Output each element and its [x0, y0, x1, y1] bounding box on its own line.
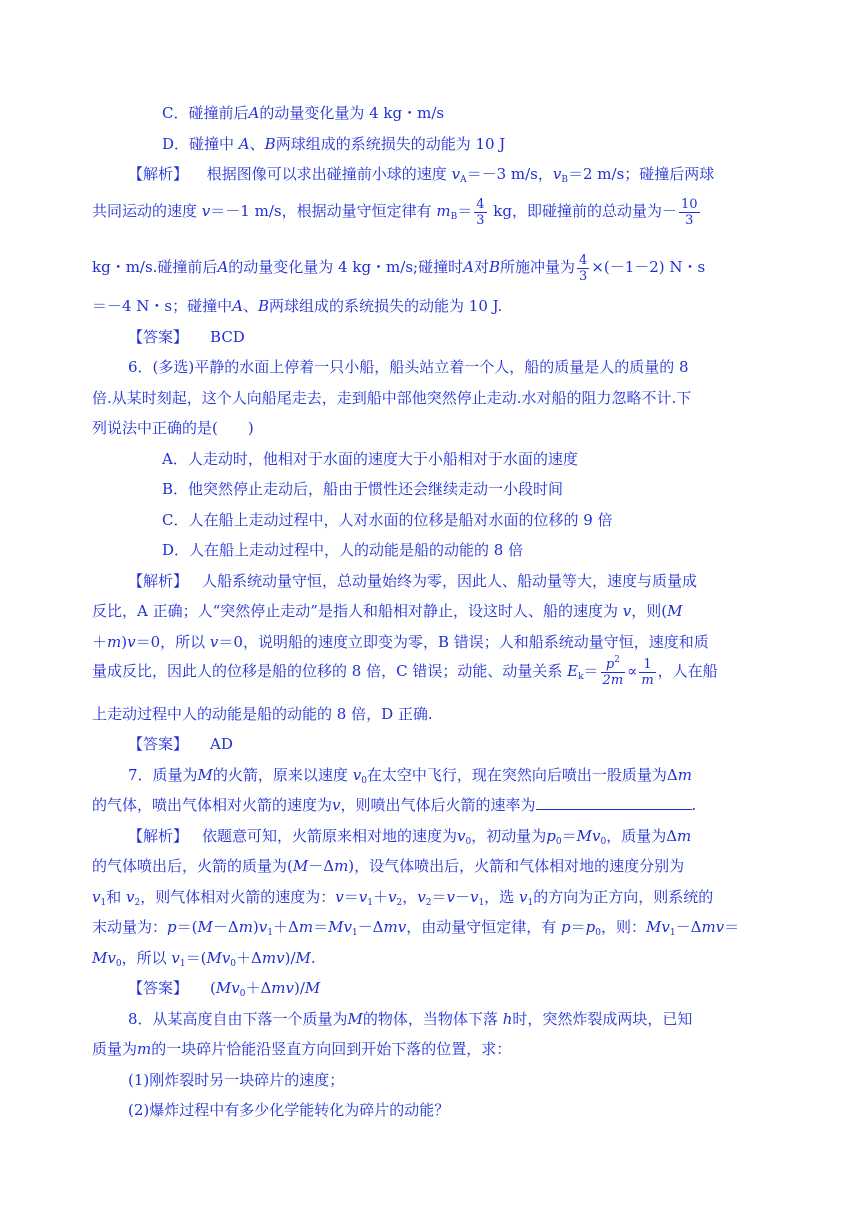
q6-option-a: A．人走动时，他相对于水面的速度大于小船相对于水面的速度: [162, 450, 578, 468]
fraction-4-3: $\frac{4}{3}$: [476, 196, 485, 228]
q8-part-2: (2)爆炸过程中有多少化学能转化为碎片的动能？: [128, 1101, 450, 1119]
q6-analysis-line-4: 量成反比，因此人的位移是船的位移的 8 倍，C 错误；动能、动量关系 $E_k=$ $\frac{p^2}{2m}$ ∝ $\frac{1}{m}$ ，人在船: [92, 654, 718, 688]
q7-analysis-line-3: $v_1$和 $v_2$，则气体相对火箭的速度为：$v=v_1+v_2$，$v_2=v-v_1$，选 $v_1$的方向为正方向，则系统的: [92, 888, 714, 908]
q7-analysis-line-4: 末动量为：$p=(M-\Delta m)v_1+\Delta m=Mv_1-\Delta mv$，由动量守恒定律，有 $p=p_0$，则：$Mv_1-\Delta mv=$: [92, 918, 740, 938]
fraction-p2-2m: $\frac{p^2}{2m}$: [602, 654, 624, 688]
q5-answer: 【答案】 BCD: [128, 328, 245, 346]
q5-analysis-line-1: 【解析】 根据图像可以求出碰撞前小球的速度 $v_A=-3$ m/s，$v_B=2$ m/s；碰撞后两球: [128, 165, 715, 185]
q8-stem-line-2: 质量为m的一块碎片恰能沿竖直方向回到开始下落的位置，求：: [92, 1040, 512, 1058]
q6-analysis-line-5: 上走动过程中人的动能是船的动能的 8 倍，D 正确.: [92, 705, 433, 723]
q5-analysis-line-2: 共同运动的速度 v＝－1 m/s，根据动量守恒定律有 $m_B=$ $\frac{4}{3}$ kg，即碰撞前的总动量为－ $\frac{10}{3}$: [92, 196, 698, 228]
q7-analysis-line-2: 的气体喷出后，火箭的质量为(M－Δm)，设气体喷出后，火箭和气体相对地的速度分别为: [92, 857, 685, 875]
q7-analysis-line-1: 【解析】 依题意可知，火箭原来相对地的速度为$v_0$，初动量为$p_0=Mv_0$，质量为Δm: [128, 827, 692, 847]
q5-analysis-line-3: kg・m/s.碰撞前后A的动量变化量为 4 kg・m/s;碰撞时A对B所施冲量为 $\frac{4}{3}$ ×(－1－2) N・s: [92, 252, 706, 284]
q6-analysis-line-2: 反比，A 正确；人“突然停止走动”是指人和船相对静止，设这时人、船的速度为 v，则(M: [92, 602, 683, 620]
q6-analysis-line-1: 【解析】 人船系统动量守恒，总动量始终为零，因此人、船动量等大，速度与质量成: [128, 572, 698, 590]
q7-stem-line-1: 7．质量为M的火箭，原来以速度 $v_0$在太空中飞行，现在突然向后喷出一股质量为Δm: [128, 766, 692, 786]
q7-stem-line-2: 的气体，喷出气体相对火箭的速度为v，则喷出气体后火箭的速率为 .: [92, 796, 697, 814]
q5-option-d: D．碰撞中 A、B两球组成的系统损失的动能为 10 J: [162, 135, 506, 153]
q6-answer: 【答案】 AD: [128, 735, 233, 753]
q6-option-c: C．人在船上走动过程中，人对水面的位移是船对水面的位移的 9 倍: [162, 511, 613, 529]
fraction-10-3: $\frac{10}{3}$: [681, 196, 698, 228]
fraction-4-3: $\frac{4}{3}$: [579, 252, 588, 284]
q5-analysis-line-4: ＝－4 N・s；碰撞中A、B两球组成的系统损失的动能为 10 J.: [92, 297, 503, 315]
q7-analysis-line-5: $Mv_0$，所以 $v_1=(Mv_0+\Delta mv)/M$.: [92, 949, 316, 969]
q6-option-b: B．他突然停止走动后，船由于惯性还会继续走动一小段时间: [162, 480, 564, 498]
q6-stem-line-1: 6．(多选)平静的水面上停着一只小船，船头站立着一个人，船的质量是人的质量的 8: [128, 358, 689, 376]
q6-analysis-line-3: ＋m)v＝0，所以 v＝0，说明船的速度立即变为零，B 错误；人和船系统动量守恒，速度和质: [92, 633, 709, 651]
answer-blank: [536, 795, 692, 810]
q6-stem-line-2: 倍.从某时刻起，这个人向船尾走去，走到船中部他突然停止走动.水对船的阻力忽略不计.下: [92, 389, 692, 407]
q8-part-1: (1)刚炸裂时另一块碎片的速度；: [128, 1071, 345, 1089]
q5-option-c: C．碰撞前后A的动量变化量为 4 kg・m/s: [162, 104, 445, 122]
q6-stem-line-3: 列说法中正确的是( ): [92, 419, 254, 437]
q8-stem-line-1: 8．从某高度自由下落一个质量为M的物体，当物体下落 h时，突然炸裂成两块，已知: [128, 1010, 693, 1028]
analysis-tag: 【解析】: [128, 165, 189, 183]
q7-answer: 【答案】 $(Mv_0+\Delta mv)/M$: [128, 979, 321, 999]
q6-option-d: D．人在船上走动过程中，人的动能是船的动能的 8 倍: [162, 541, 524, 559]
fraction-1-m: $\frac{1}{m}$: [641, 656, 654, 688]
